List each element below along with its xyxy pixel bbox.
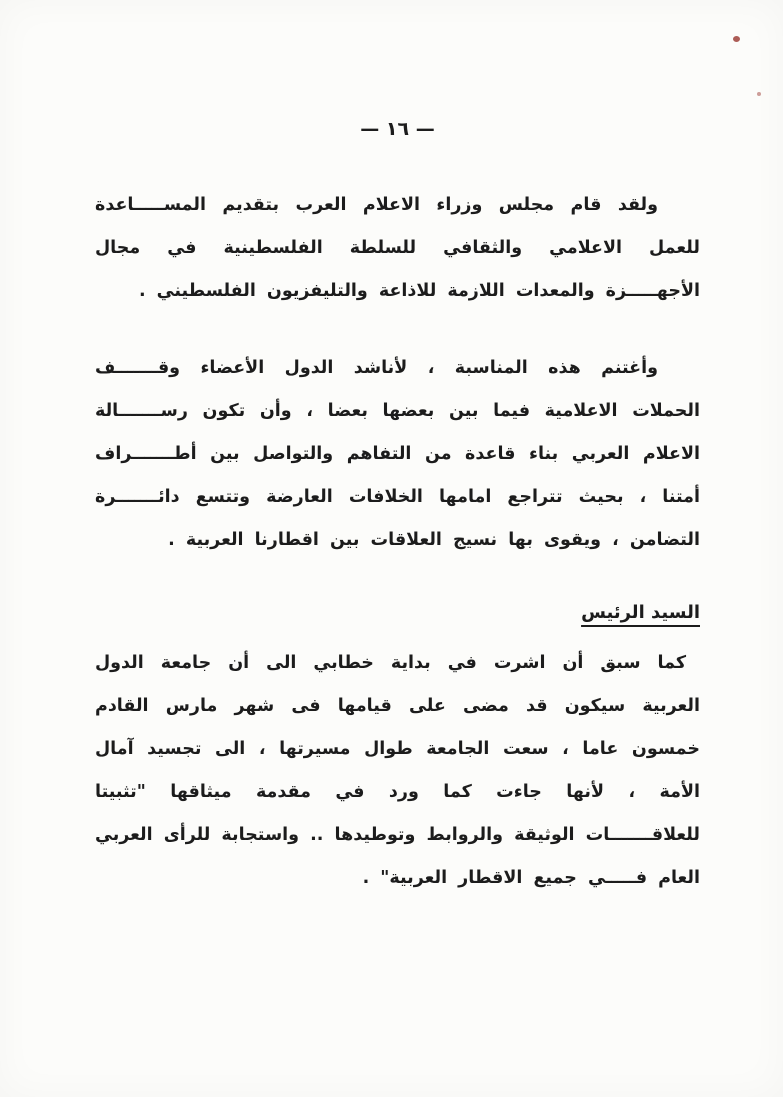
section-heading-mister-president: السيد الرئيس — [581, 602, 700, 623]
paragraph-arab-league-anniversary: كما سبق أن اشرت في بداية خطابي الى أن جامعة الدول العربية سيكون قد مضى على قيامها فى شهر مارس القادم خمسون عاما ، سعت الجامعة طوال مسيرتها ، الى تجسيد آمال الأمة ، لأنها جاءت كما ورد في مقدمة ميثاقها "تثبيتا للعلاقـــــــات الوثيقة والروابط وتوطيدها .. واستجابة للرأى العربي العام فـــــي جميع الاقطار العربية" . — [95, 653, 700, 888]
page-number: — ١٦ — — [360, 118, 435, 140]
scan-artifact-dot — [733, 36, 740, 42]
scan-artifact-dot — [757, 92, 761, 96]
paragraph-media-assistance: ولقد قام مجلس وزراء الاعلام العرب بتقديم المســـــاعدة للعمل الاعلامي والثقافي للسلطة الفلسطينية في مجال الأجهـــــزة والمعدات اللازمة للاذاعة والتليفزيون الفلسطيني . — [95, 195, 700, 301]
section-heading-row — [95, 596, 700, 642]
paragraph-media-campaigns-appeal: وأغتنم هذه المناسبة ، لأناشد الدول الأعضاء وقـــــــف الحملات الاعلامية فيما بين بعضها بعضا ، وأن تكون رســـــــالة الاعلام العربي بناء قاعدة من التفاهم والتواصل بين أطـــــــراف أمتنا ، بحيث تتراجع امامها الخلافات العارضة وتتسع دائـــــــرة التضامن ، ويقوى بها نسيج العلاقات بين اقطارنا العربية . — [95, 358, 700, 550]
